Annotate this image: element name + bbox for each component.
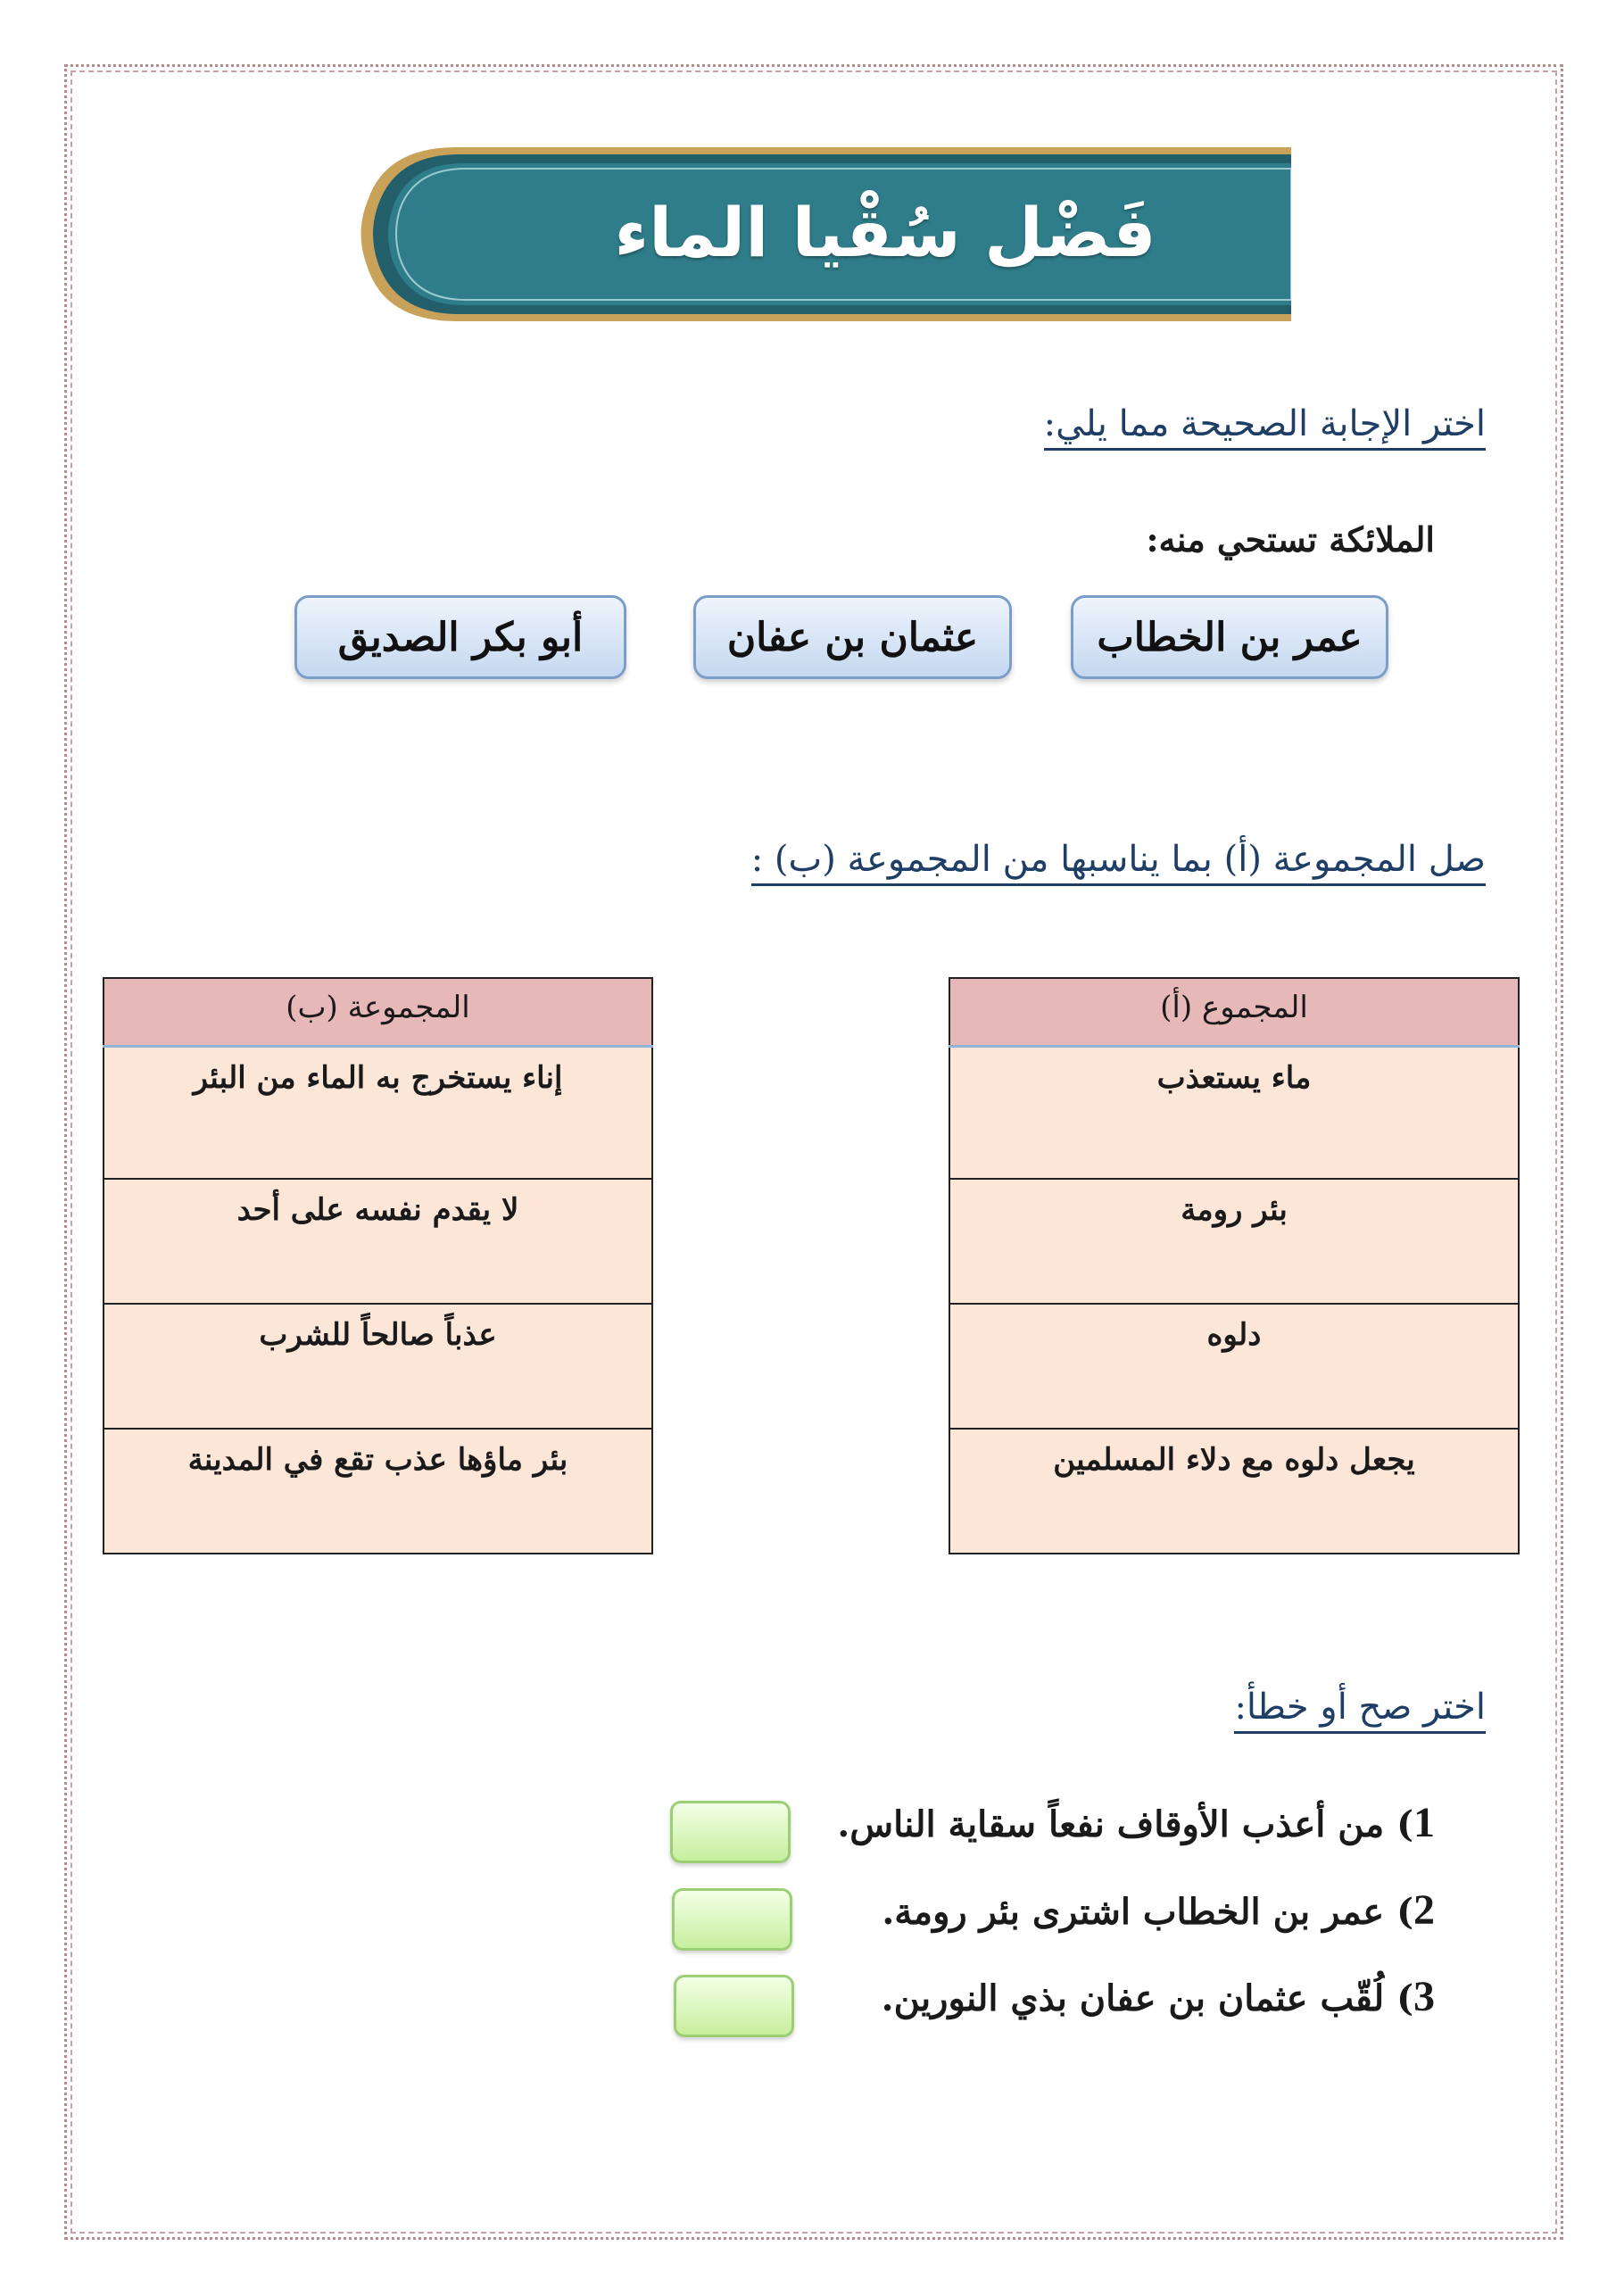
mcq-heading: اختر الإجابة الصحيحة مما يلي: [1044,403,1486,451]
group-b-item: عذباً صالحاً للشرب [104,1304,652,1429]
group-a-item: ماء يستعذب [949,1047,1519,1180]
option-omar-button[interactable]: عمر بن الخطاب [1071,595,1388,679]
title-banner [350,147,1291,321]
option-othman-button[interactable]: عثمان بن عفان [693,595,1012,679]
match-heading: صل المجموعة (أ) بما يناسبها من المجموعة (ب) : [751,839,1486,886]
tf-number: 1 [1413,1799,1435,1846]
group-a-table [949,977,1520,1554]
tf-statement-3 [882,1972,1435,2021]
mcq-question: الملائكة تستحي منه: [1146,519,1435,559]
page-title: فَضْل سُقْيا الماء [614,192,1156,272]
tf-answer-box-3[interactable] [674,1975,794,2037]
tf-statement-1 [837,1798,1435,1847]
tf-number: 3 [1413,1973,1435,2020]
option-abubakr-button[interactable]: أبو بكر الصديق [294,595,626,679]
tf-heading: اختر صح أو خطأ: [1234,1687,1486,1734]
group-b-item: لا يقدم نفسه على أحد [104,1179,652,1304]
group-b-item: بئر ماؤها عذب تقع في المدينة [104,1429,652,1554]
group-b-header: المجموعة (ب) [104,978,652,1047]
tf-answer-box-2[interactable] [672,1888,792,1951]
group-b-item: إناء يستخرج به الماء من البئر [104,1047,652,1180]
tf-text: ) من أعذب الأوقاف نفعاً سقاية الناس. [837,1803,1413,1845]
group-a-item: دلوه [949,1304,1519,1429]
tf-number: 2 [1413,1886,1435,1934]
tf-statement-2 [882,1886,1435,1935]
group-a-item: يجعل دلوه مع دلاء المسلمين [949,1429,1519,1554]
group-a-item: بئر رومة [949,1179,1519,1304]
tf-answer-box-1[interactable] [670,1801,791,1863]
tf-text: ) لُقّب عثمان بن عفان بذي النورين. [881,1977,1413,2019]
group-b-table [103,977,653,1554]
group-a-header: المجموع (أ) [949,978,1519,1047]
tf-text: ) عمر بن الخطاب اشترى بئر رومة. [882,1891,1413,1933]
